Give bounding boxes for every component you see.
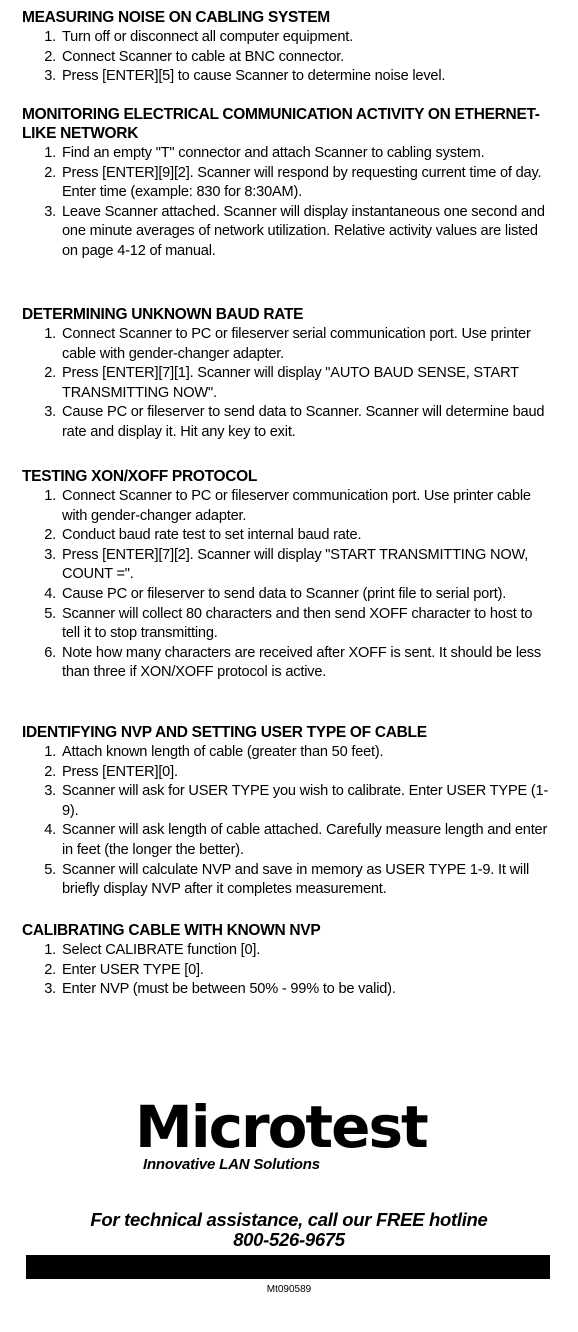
logo-tagline: Innovative LAN Solutions xyxy=(143,1156,320,1173)
section-heading: MEASURING NOISE ON CABLING SYSTEM xyxy=(22,9,330,26)
step-text: Note how many characters are received after XOFF is sent. It should be less than three if XON/XOFF protocol is active. xyxy=(62,644,541,681)
list-item xyxy=(22,644,552,683)
step-number: 1. xyxy=(44,326,56,342)
hotline-block xyxy=(0,1210,578,1250)
step-number: 1. xyxy=(44,744,56,760)
step-text: Turn off or disconnect all computer equipment. xyxy=(62,29,353,45)
step-list xyxy=(22,28,552,87)
step-number: 4. xyxy=(44,822,56,839)
logo-wordmark: Microtest xyxy=(135,1093,427,1161)
list-item xyxy=(22,941,552,961)
step-number: 5. xyxy=(44,861,56,878)
step-list xyxy=(22,743,552,900)
step-text: Connect Scanner to cable at BNC connector. xyxy=(62,48,345,65)
section-monitoring-activity xyxy=(22,105,552,262)
step-text: Scanner will calculate NVP and save in memory as USER TYPE 1-9. It will briefly display NVP after it completes measurement. xyxy=(62,861,530,898)
step-number: 6. xyxy=(44,644,56,661)
step-number: 3. xyxy=(44,981,56,998)
list-item xyxy=(22,48,552,68)
step-number: 2. xyxy=(44,48,56,65)
step-number: 3. xyxy=(44,783,56,800)
list-item xyxy=(22,980,552,1000)
step-number: 1. xyxy=(44,942,56,958)
step-number: 3. xyxy=(44,203,56,220)
section-measuring-noise xyxy=(22,8,552,87)
step-number: 3. xyxy=(44,404,56,421)
section-heading: IDENTIFYING NVP AND SETTING USER TYPE OF CABLE xyxy=(22,724,427,741)
list-item xyxy=(22,67,552,87)
list-item xyxy=(22,961,552,981)
list-item xyxy=(22,28,552,48)
step-number: 2. xyxy=(44,164,56,181)
microtest-logo xyxy=(135,1093,455,1180)
step-number: 3. xyxy=(44,68,56,85)
step-number: 2. xyxy=(44,527,56,544)
list-item xyxy=(22,585,552,605)
section-calibrating-cable xyxy=(22,921,552,1000)
step-text: Press [ENTER][9][2]. Scanner will respond by requesting current time of day. Enter time (example: 830 for 8:30AM). xyxy=(62,164,542,201)
step-number: 3. xyxy=(44,546,56,563)
step-list xyxy=(22,325,552,443)
step-text: Enter USER TYPE [0]. xyxy=(62,961,204,978)
step-number: 2. xyxy=(44,365,56,382)
step-text: Press [ENTER][7][1]. Scanner will display "AUTO BAUD SENSE, START TRANSMITTING NOW". xyxy=(62,365,519,401)
step-text: Connect Scanner to PC or fileserver serial communication port. Use printer cable with gender-changer adapter. xyxy=(62,326,531,362)
step-text: Cause PC or fileserver to send data to Scanner. Scanner will determine baud rate and display it. Hit any key to exit. xyxy=(62,404,545,440)
step-text: Scanner will collect 80 characters and then send XOFF character to host to tell it to stop transmitting. xyxy=(62,605,533,642)
step-text: Attach known length of cable (greater than 50 feet). xyxy=(62,744,384,760)
document-code: Mt090589 xyxy=(266,1284,312,1295)
section-xon-xoff xyxy=(22,467,552,683)
section-heading: MONITORING ELECTRICAL COMMUNICATION ACTIVITY ON ETHERNET-LIKE NETWORK xyxy=(22,106,540,142)
list-item xyxy=(22,821,552,860)
section-heading: TESTING XON/XOFF PROTOCOL xyxy=(22,468,258,485)
list-item xyxy=(22,782,552,821)
list-item xyxy=(22,763,552,783)
list-item xyxy=(22,861,552,900)
list-item xyxy=(22,203,552,262)
section-heading: CALIBRATING CABLE WITH KNOWN NVP xyxy=(22,922,321,939)
step-text: Press [ENTER][7][2]. Scanner will display "START TRANSMITTING NOW, COUNT =". xyxy=(62,546,529,583)
step-text: Scanner will ask for USER TYPE you wish to calibrate. Enter USER TYPE (1-9). xyxy=(62,783,549,819)
step-number: 1. xyxy=(44,488,56,504)
list-item xyxy=(22,144,552,164)
step-number: 1. xyxy=(44,145,56,161)
section-heading: DETERMINING UNKNOWN BAUD RATE xyxy=(22,306,304,323)
list-item xyxy=(22,605,552,644)
list-item xyxy=(22,487,552,526)
step-text: Leave Scanner attached. Scanner will display instantaneous one second and one minute averages of network utilization. Relative activity values are listed on page 4-12 of manual. xyxy=(62,203,545,259)
list-item xyxy=(22,546,552,585)
hotline-number: 800-526-9675 xyxy=(233,1229,345,1250)
step-number: 2. xyxy=(44,763,56,780)
step-number: 1. xyxy=(44,29,56,45)
step-text: Find an empty "T" connector and attach Scanner to cabling system. xyxy=(62,145,485,161)
list-item xyxy=(22,526,552,546)
list-item xyxy=(22,164,552,203)
section-identifying-nvp xyxy=(22,723,552,900)
step-text: Conduct baud rate test to set internal baud rate. xyxy=(62,527,362,544)
step-number: 4. xyxy=(44,585,56,602)
section-baud-rate xyxy=(22,305,552,443)
list-item xyxy=(22,743,552,763)
list-item xyxy=(22,325,552,364)
list-item xyxy=(22,364,552,403)
step-number: 5. xyxy=(44,605,56,622)
step-text: Enter NVP (must be between 50% - 99% to be valid). xyxy=(62,981,396,998)
step-text: Scanner will ask length of cable attached. Carefully measure length and enter in feet (the longer the better). xyxy=(62,822,548,858)
step-list xyxy=(22,941,552,1000)
step-text: Press [ENTER][5] to cause Scanner to determine noise level. xyxy=(62,68,446,85)
step-list xyxy=(22,144,552,262)
step-text: Press [ENTER][0]. xyxy=(62,763,178,780)
step-text: Cause PC or fileserver to send data to Scanner (print file to serial port). xyxy=(62,585,507,602)
hotline-text: For technical assistance, call our FREE hotline xyxy=(90,1209,488,1230)
step-text: Connect Scanner to PC or fileserver communication port. Use printer cable with gender-changer adapter. xyxy=(62,488,531,524)
step-text: Select CALIBRATE function [0]. xyxy=(62,942,261,958)
step-list xyxy=(22,487,552,683)
list-item xyxy=(22,403,552,442)
footer-bar xyxy=(26,1255,550,1279)
step-number: 2. xyxy=(44,961,56,978)
